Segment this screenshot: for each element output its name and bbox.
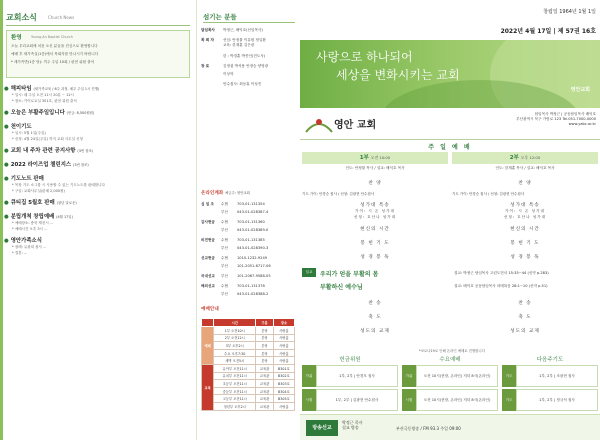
news-title: 영안가족소식 [10,238,42,244]
sermon-note: 설교: 박정근 담임목사 고린도전서 15:35~44 (신약 p.283) [454,271,549,275]
news-detail: * 결혼: ... [12,251,28,255]
service-time: 오전 10:00 [370,155,391,160]
minister-row [201,64,297,69]
welcome-line: 오늘 우리교회에 처음 오신 분들을 진심으로 환영합니다 [11,44,98,48]
prayer-text: 기도 가이: 안경승 집사 / 선청: 김광현 안수집사 [302,192,375,196]
news-item: ● 영안가족소식 * 장례: 유광희 집사 ... * 결혼: ... [4,238,47,255]
order-item: 봉 헌 기 도 [510,241,540,246]
account-row: 국내선교 부산 101-2067-9588-05 [201,274,271,278]
broadcast-info: 부산극동방송 / FM 93.3 주일 09:00 [396,426,461,431]
minister-row [201,72,297,77]
welcome-title: 환영 [11,35,22,41]
order-item: 성가대 특송 [510,203,540,208]
table-row: 청년부 오후2시 교육관 사랑홀 [202,402,295,410]
hero-slogan-line-1: 사랑으로 하나되어 [316,50,413,64]
news-title: 기도노트 판매 [10,176,44,182]
service-leaders: 인도: 한재훈 목사 / 설교: 배익호 목사 [495,166,555,170]
contact-url: www.yabc.or.kr [568,122,596,126]
broadcast-label: 방송선교 [306,420,338,436]
news-detail: * 예배시간 오후 3시 ... [12,227,48,231]
news-detail: * 일시: 매 주일 오전 11시 20분 ~ 12시 [12,93,74,97]
table-row: 수요 오후7:30 본당 사랑홀 [202,349,295,357]
welcome-line: * 새가족반(1층 당): 격주 주일 10회 / 판현 위원 출석 [11,60,95,64]
church-logo-icon [304,114,334,134]
account-row: 부산 043-01-028390-3 [221,246,269,250]
role-value: 오전 10시(현장, 온라인) 저녁 8시(온라인) [416,365,498,387]
church-name: 영안 교회 [334,120,377,131]
role-value: 1부, 2부 | 조광현 집사 [516,365,598,387]
choir-name: 선청: 호산나 성가대 [503,215,547,219]
choir-name: 가이: 시 온 성가대 [505,209,545,213]
schedule-header-cell: 시간 [214,319,256,327]
minister-names: 안수집사: 최동휴 이성진 [223,82,262,86]
minister-names: 김정섭 박석용 안정승 양영광 [223,64,269,68]
sermon-badge: 설교 [302,268,316,277]
minister-role: 담임목사 [201,28,215,32]
account-row: 감사헌금 수협 703-01-131360 [201,220,265,224]
hero-banner [300,40,600,108]
role-label: 시원 [402,389,416,411]
account-row: 십 일 조 수협 703-01-131354 [201,202,265,206]
role-label: 기도 [502,365,516,387]
role-title: 다음주기도 [536,357,564,363]
schedule-header-cell: 장소 [273,319,294,327]
schedule-table [201,318,295,411]
news-item: ● 천이기도 * 일시: 5월 1일(주일) * 신청: 4월 24일(주일) 까지 교회 사무실 신청 [4,124,83,141]
role-box [302,355,398,409]
minister-names: 선임: 안정률 이유원 정일환 [223,38,266,42]
role-value: 1부, 2부 | 안경모 집사 [316,365,398,387]
order-item: 성 경 봉 독 [360,255,390,260]
news-item: ● 오늘은 부활주일입니다 (헌금: 8,500원원) [4,110,95,116]
service-time: 오후 12:00 [520,155,541,160]
table-row: 3부 오후2시 본당 사랑홀 [202,342,295,350]
choir-name: 가이: 시 온 성가대 [355,209,395,213]
service-1-header [302,152,448,174]
sunday-worship-title: 주 일 예 배 [428,144,472,151]
minister-names: 박정근, 배익호(선임목사) [223,28,263,32]
role-value: 오전 10시(현장, 온라인) 저녁 8시(온라인) [416,389,498,411]
founded-date: 창립일 1964년 1월 1일 [543,9,596,15]
role-box [502,355,598,409]
hero-slogan-line-2: 세상을 변화시키는 교회 [336,68,460,82]
welcome-subtitle: Young-An Baptist Church [31,35,73,39]
news-note: (4월 17일) [56,215,73,219]
service-leaders: 인도: 안정률 목사 / 설교: 배익호 목사 [345,166,405,170]
online-account-title: 온라인계좌 예금주: 영안교회 [201,191,250,196]
footnote: *코로나19로 인해 온라인 예배로 진행합니다 [418,349,485,353]
welcome-box [6,30,190,78]
news-title: 2022 라이즈업 챌린지스 [10,162,72,168]
news-note: (헌금: 8,500원원) [66,111,95,115]
role-box [402,355,498,409]
sermon-title: 우리가 얻을 부활의 몸 [320,271,379,278]
news-note: (3번 참조) [73,163,89,167]
order-item: 봉 헌 기 도 [360,241,390,246]
minister-row [201,38,297,48]
prayer-text: 기도 가이: 안경승 집사 / 선청: 김광현 안수집사 [452,192,525,196]
news-detail: * 장례: 유광희 집사 ... [12,245,47,249]
welcome-line: 예배 후 새가족실(1층)에서 목회자를 만나시기 바랍니다 [11,52,99,56]
minister-role: 목 회 자 [201,38,214,42]
church-news-title: 교회소식 [6,13,37,22]
broadcast-bar [300,414,600,440]
issue-date: 2022년 4월 17일 | 제 57권 16호 [500,28,596,35]
order-item: 찬 양 [518,181,532,186]
role-label: 가위 [302,365,316,387]
choir-name: 선청: 호산나 성가대 [353,215,397,219]
role-label: 기도 [502,389,516,411]
order-item: 찬 송 [368,301,382,306]
order-item: 성도의 교제 [510,329,540,334]
order-item: 성도의 교제 [360,329,390,334]
news-note: (3번 참조) [77,149,94,153]
order-item: 성가대 특송 [360,203,390,208]
news-item: ● 분립개척 창립예배 (4월 17일) * 예배장소: 충북 제천시 ... * 예배시간 오후 3시 ... [4,214,73,231]
order-item: 축 도 [518,315,532,320]
schedule-title: 예배안내 [201,307,219,312]
news-detail: * 예배장소: 충북 제천시 ... [12,221,54,225]
table-row: 초등부 오전11시 교육관 B303호 [202,380,295,388]
minister-row [201,54,297,59]
sermon-note: 설교: 배익호 공동담임목사 마태복음 28:1~10 (신약 p.51) [454,284,548,288]
schedule-header-cell: 구분 [256,319,274,327]
account-row: 부산 043-01-028387-4 [221,210,269,214]
news-item: ● 해피타임 (새가족교육 / 6주 과정, 매주 주일 1시 진행) * 일시: 매 주일 오전 11시 20분 ~ 12시 * 장소: 카이로교실 301호, 판현 위원 출석 [4,86,100,103]
news-note: (새가족교육 / 6주 과정, 매주 주일 1시 진행) [33,87,100,91]
order-item: 현신의 시간 [360,227,390,232]
minister-row [201,82,297,87]
worship-column [300,0,600,440]
news-title: 큐티집 5월호 판매 [10,200,55,206]
green-strip [0,0,3,440]
online-account-note: 예금주: 영안교회 [224,191,250,195]
order-item: 성 경 봉 독 [510,255,540,260]
account-row: 비전헌금 수협 703-01-131385 [201,238,265,242]
hero-tag: 영안교회 [570,87,590,93]
prayer-row [452,190,598,199]
table-row: 새벽 오전5시 본당 사랑홀 [202,357,295,365]
role-label: 시원 [302,389,316,411]
news-title: 천이기도 [10,124,32,130]
divider [203,22,295,23]
account-row: 해외선교 수협 703-01-131378 [201,284,265,288]
role-label: 가위 [402,365,416,387]
minister-row [201,28,297,33]
role-title: 수요예배 [439,357,461,363]
issue-header [300,0,600,44]
minister-names-2: 교육: 한재훈 김은광 [223,43,255,47]
account-row: 부산 101-2051-6717-06 [221,264,271,268]
minister-names: 한 : 박경훈 박종인(전도사) [223,54,266,58]
news-title: 오늘은 부활주일입니다 [10,110,65,116]
news-detail: * 목장 기도 소그룹 시 사용할 수 있는 기도노트를 판매합니다 [12,183,105,187]
account-row: 선교헌금 수협 1010-1232-9249 [201,256,268,260]
account-row: 부산 043-01-028389-0 [221,228,269,232]
news-detail: * 일시: 5월 1일(주일) [12,131,46,135]
service-2-header [452,152,598,174]
broadcast-preacher: 박정근 목사 설교 방송 [342,420,363,430]
church-news-subtitle: Church News [48,15,75,20]
news-item: ● 교회 내 주차 관련 공지사항 (3번 참조) [4,148,94,154]
role-value: 1부, 2부 | 정규석 집사 [516,389,598,411]
minister-names: 이상학 [223,72,234,76]
role-value: 1부, 2부 | 김광현 안수집사 [316,389,398,411]
news-detail: * 장소: 카이로교실 301호, 판현 위원 출석 [12,99,77,103]
table-row: 교육 유아부 오전11시 교육관 B301호 [202,364,295,372]
church-logo-bar [300,108,600,140]
contact-line: 부산광역시 북구 가람로 123 Tel.051-7000-0000 [516,117,596,121]
order-item: 찬 송 [518,301,532,306]
service-title: 1부 [359,155,369,161]
news-title: 해피타임 [10,86,32,92]
table-row: 유치부 오전11시 교육관 B302호 [202,372,295,380]
order-item: 현신의 시간 [510,227,540,232]
table-row: 중등부 오전11시 교육관 B304호 [202,387,295,395]
divider [6,25,190,26]
news-title: 분립개척 창립예배 [10,214,55,220]
order-item: 축 도 [368,315,382,320]
prayer-row [302,190,448,199]
church-news-column [0,0,194,440]
news-item: ● 2022 라이즈업 챌린지스 (3번 참조) [4,162,89,168]
news-note: (청년 알로운) [56,201,77,205]
table-row: 예배 1부 오전10시 본당 사랑홀 [202,327,295,335]
ministers-column [196,0,298,440]
news-item: ● 큐티집 5월호 판매 (청년 알로운) [4,200,77,206]
account-row: 부산 043-01-028388-2 [221,292,269,296]
ministers-title: 섬기는 분들 [203,13,237,21]
news-detail: * 구입: 교회사무실(판매 2,000원) [12,189,65,193]
schedule-header-cell [202,319,214,327]
order-item: 찬 양 [368,181,382,186]
contact-line: 담임목사 박정근 | 공동담임목사 배익호 [534,112,596,116]
minister-role: 장 로 [201,64,210,68]
sermon-title: 부활하신 예수님 [320,284,363,291]
table-row: 2부 오전12시 본당 사랑홀 [202,334,295,342]
church-contact [516,112,596,127]
role-title: 헌금위원 [339,357,361,363]
service-title: 2부 [509,155,519,161]
news-detail: * 신청: 4월 24일(주일) 까지 교회 사무실 신청 [12,137,83,141]
news-item: ● 기도노트 판매 * 목장 기도 소그룹 시 사용할 수 있는 기도노트를 판매합니다 * 구입: 교회사무실(판매 2,000원) [4,176,105,193]
table-row: 고등부 오전11시 교육관 B305호 [202,395,295,403]
news-title: 교회 내 주차 관련 공지사항 [10,148,76,154]
